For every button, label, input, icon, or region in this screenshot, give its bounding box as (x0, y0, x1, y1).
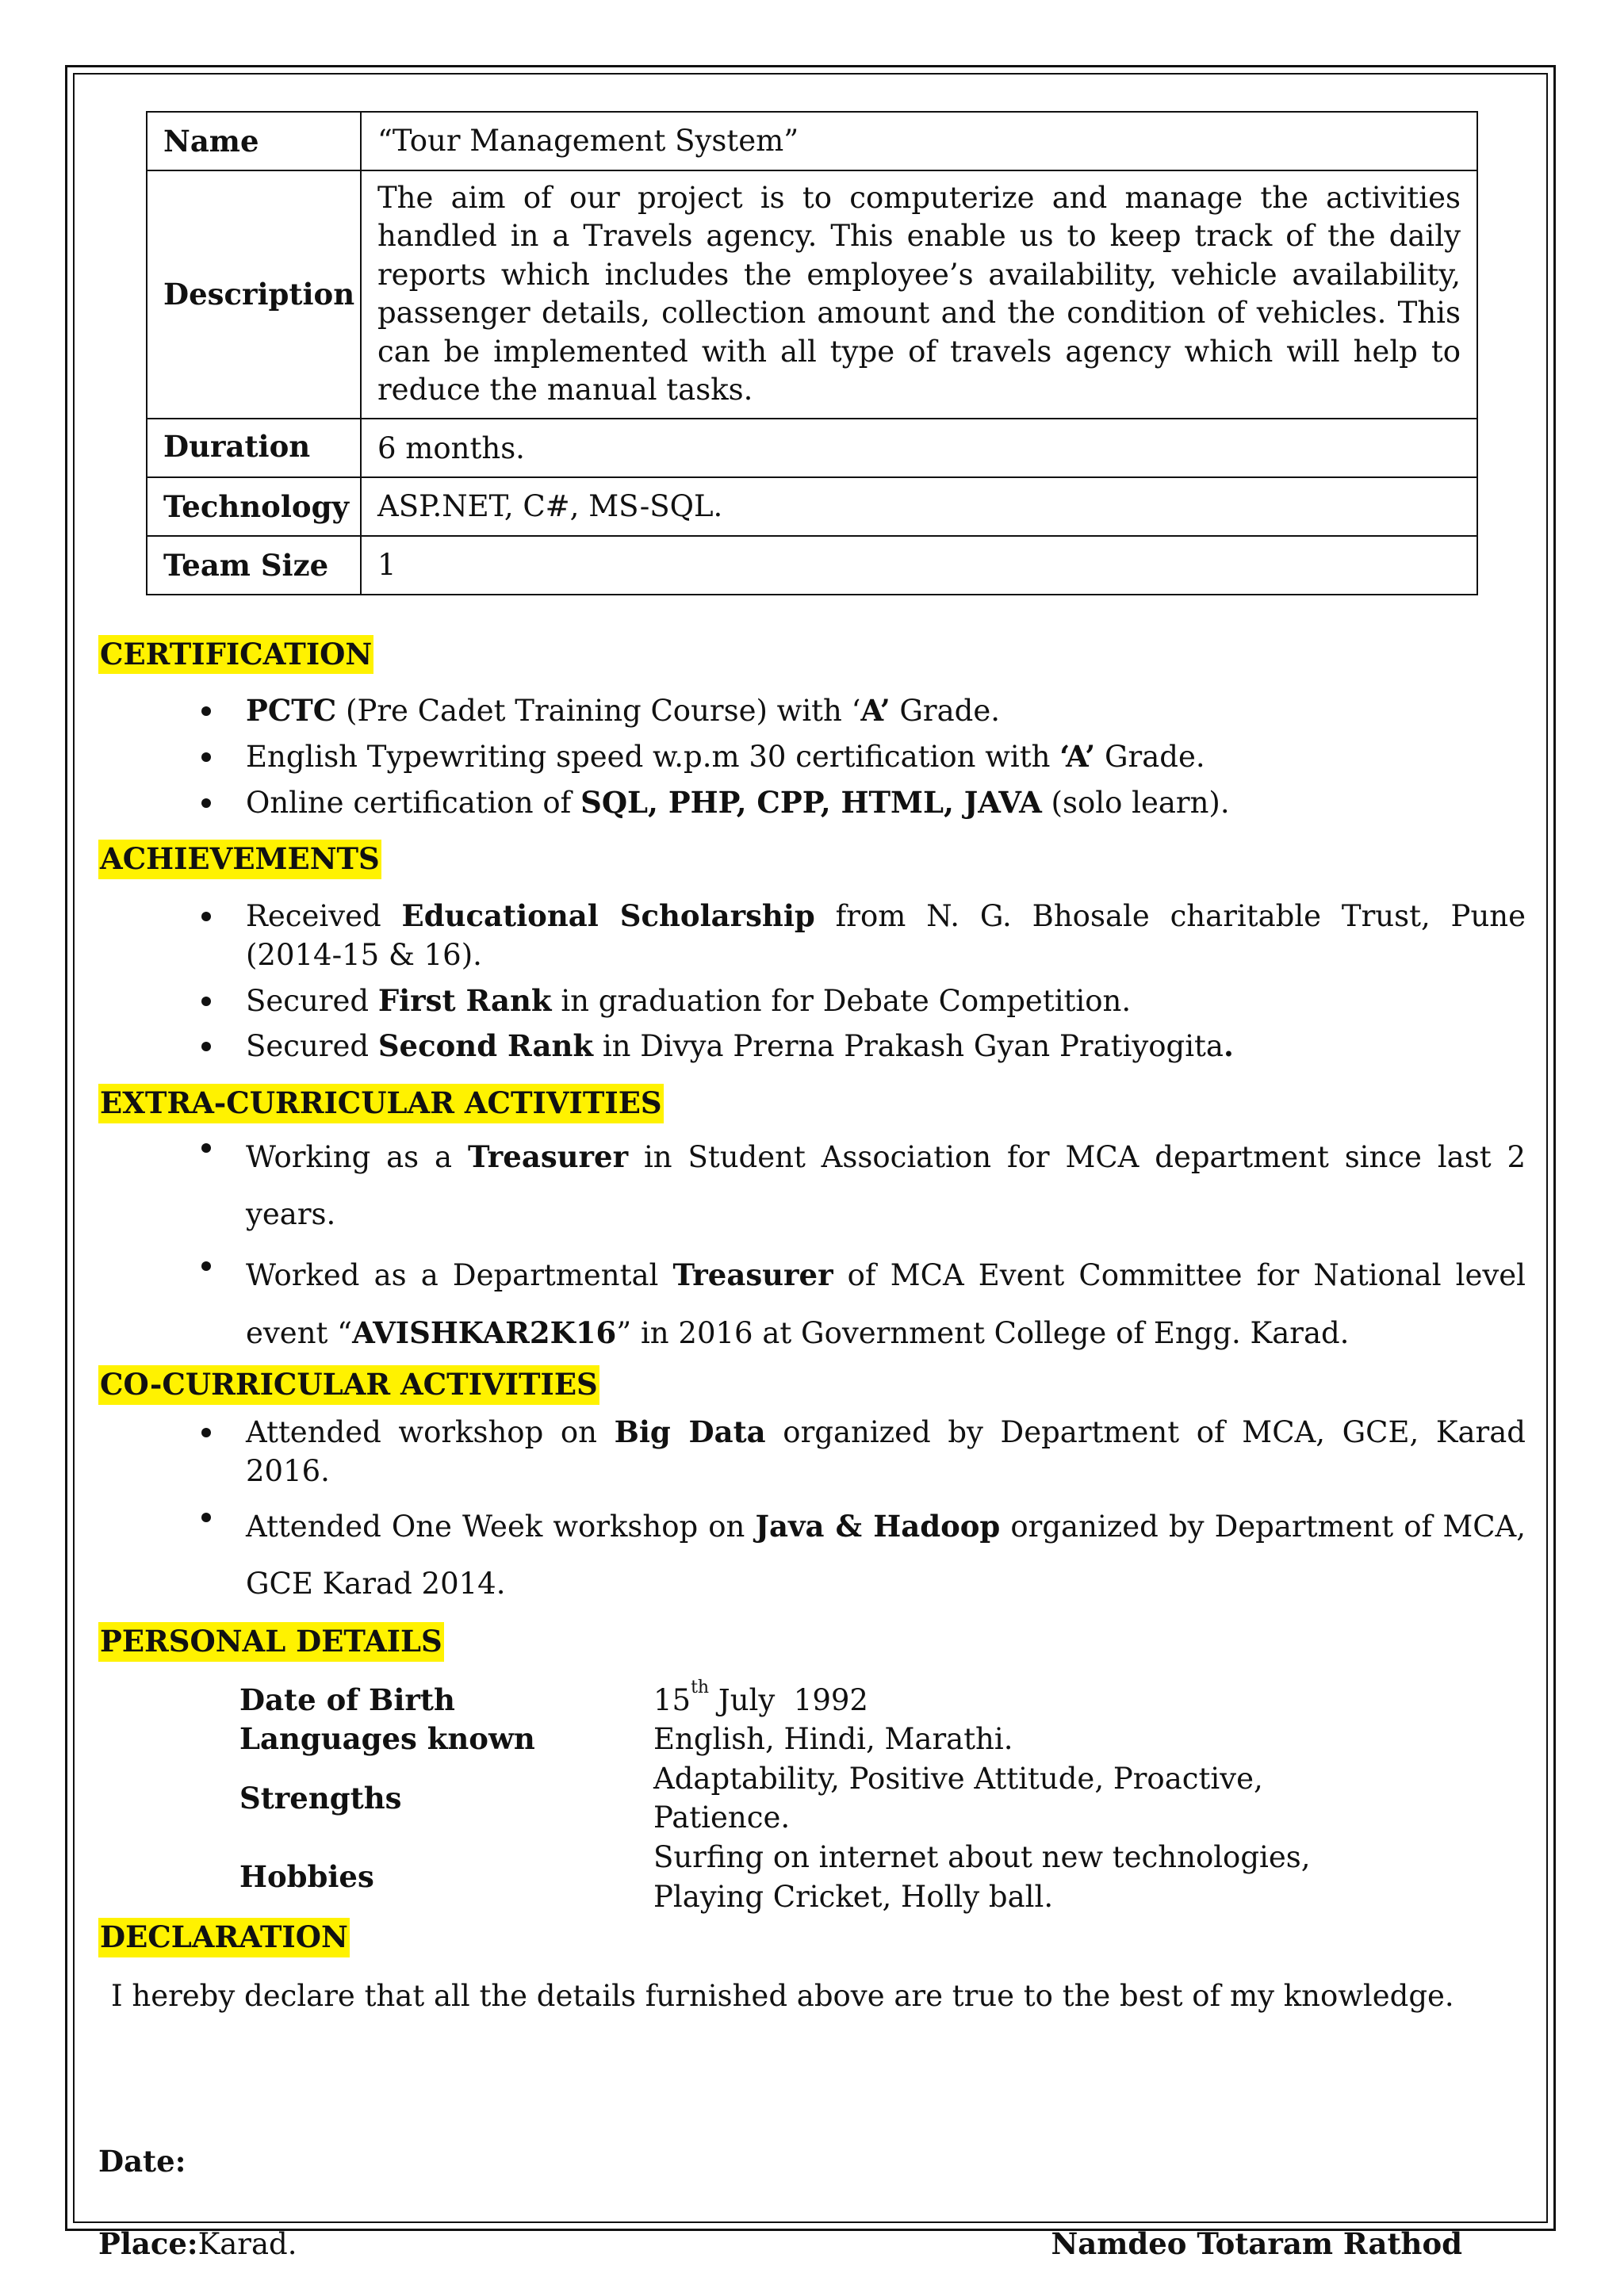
project-row-team-size (147, 536, 1477, 595)
personal-row-hobbies (239, 1838, 1526, 1916)
personal-row-dob (239, 1677, 1526, 1720)
list-item: Received Educational Scholarship from N. G. Bhosale charitable Trust, Pune (2014-15 & 16). (98, 897, 1526, 975)
list-item: Working as a Treasurer in Student Association for MCA department since last 2 years. (98, 1128, 1526, 1243)
list-item: Attended workshop on Big Data organized by Department of MCA, GCE, Karad 2016. (98, 1413, 1526, 1491)
hobbies-value: Surfing on internet about new technologies, Playing Cricket, Holly ball. (653, 1840, 1311, 1914)
project-description-label: Description (147, 170, 361, 419)
certification-heading: CERTIFICATION (98, 635, 373, 675)
strengths-label: Strengths (239, 1780, 402, 1816)
place-line (98, 2225, 297, 2264)
project-row-technology (147, 477, 1477, 536)
place-signature-row (98, 2225, 1462, 2264)
hobbies-label: Hobbies (239, 1858, 374, 1894)
list-item: English Typewriting speed w.p.m 30 certification with ‘A’ Grade. (98, 737, 1526, 777)
list-item: Online certification of SQL, PHP, CPP, HTML, JAVA (solo learn). (98, 783, 1526, 823)
place-label: Place: (98, 2225, 198, 2261)
project-description-value: The aim of our project is to computerize and manage the activities handled in a Travels agency. This enable us to keep track of the daily reports which includes the employee’s availability, vehicle availability, passenger details, collection amount and the condition of vehicles. This can be implemented with all type of travels agency which will help to reduce the manual tasks. (361, 170, 1477, 419)
project-row-description (147, 170, 1477, 419)
project-team-size-value: 1 (361, 536, 1477, 595)
list-item: Secured First Rank in graduation for Debate Competition. (98, 982, 1526, 1021)
list-item: Worked as a Departmental Treasurer of MCA Event Committee for National level event “AVISHKAR2K16” in 2016 at Government College of Engg. Karad. (98, 1246, 1526, 1362)
place-value: Karad. (197, 2226, 297, 2261)
personal-row-languages (239, 1720, 1526, 1759)
project-name-value: “Tour Management System” (361, 112, 1477, 170)
achievements-list (98, 897, 1526, 1066)
co-curricular-section (98, 1365, 1526, 1613)
project-row-name (147, 112, 1477, 170)
project-technology-value: ASP.NET, C#, MS-SQL. (361, 477, 1477, 536)
date-label: Date: (98, 2144, 186, 2179)
extra-curricular-list (98, 1128, 1526, 1363)
personal-details-list (239, 1677, 1526, 1916)
signature-block (98, 2142, 1526, 2263)
project-row-duration (147, 419, 1477, 477)
list-item: Secured Second Rank in Divya Prerna Prakash Gyan Pratiyogita. (98, 1027, 1526, 1066)
project-team-size-label: Team Size (147, 536, 361, 595)
personal-row-strengths (239, 1759, 1526, 1838)
list-item: PCTC (Pre Cadet Training Course) with ‘A’ Grade. (98, 691, 1526, 731)
project-duration-label: Duration (147, 419, 361, 477)
list-item: Attended One Week workshop on Java & Hadoop organized by Department of MCA, GCE Karad 2014. (98, 1498, 1526, 1613)
extra-curricular-section (98, 1084, 1526, 1362)
dob-label: Date of Birth (239, 1682, 455, 1717)
declaration-heading: DECLARATION (98, 1918, 350, 1957)
resume-content (98, 111, 1526, 2264)
certification-list (98, 691, 1526, 822)
co-curricular-heading: CO-CURRICULAR ACTIVITIES (98, 1365, 599, 1405)
date-line (98, 2142, 1526, 2182)
signature-name: Namdeo Totaram Rathod (1051, 2225, 1462, 2261)
co-curricular-list (98, 1413, 1526, 1613)
achievements-heading: ACHIEVEMENTS (98, 840, 381, 879)
dob-value: 15th July 1992 (653, 1677, 868, 1717)
languages-label: Languages known (239, 1721, 535, 1757)
project-duration-value: 6 months. (361, 419, 1477, 477)
declaration-section (98, 1918, 1526, 2015)
languages-value: English, Hindi, Marathi. (653, 1722, 1013, 1757)
project-name-label: Name (147, 112, 361, 170)
certification-section (98, 635, 1526, 822)
project-table (146, 111, 1478, 595)
project-technology-label: Technology (147, 477, 361, 536)
strengths-value: Adaptability, Positive Attitude, Proactive, Patience. (653, 1761, 1263, 1835)
personal-details-section (98, 1622, 1526, 1916)
extra-curricular-heading: EXTRA-CURRICULAR ACTIVITIES (98, 1084, 664, 1123)
achievements-section (98, 840, 1526, 1066)
declaration-text: I hereby declare that all the details furnished above are true to the best of my knowledge. (111, 1978, 1454, 2013)
personal-details-heading: PERSONAL DETAILS (98, 1622, 444, 1662)
